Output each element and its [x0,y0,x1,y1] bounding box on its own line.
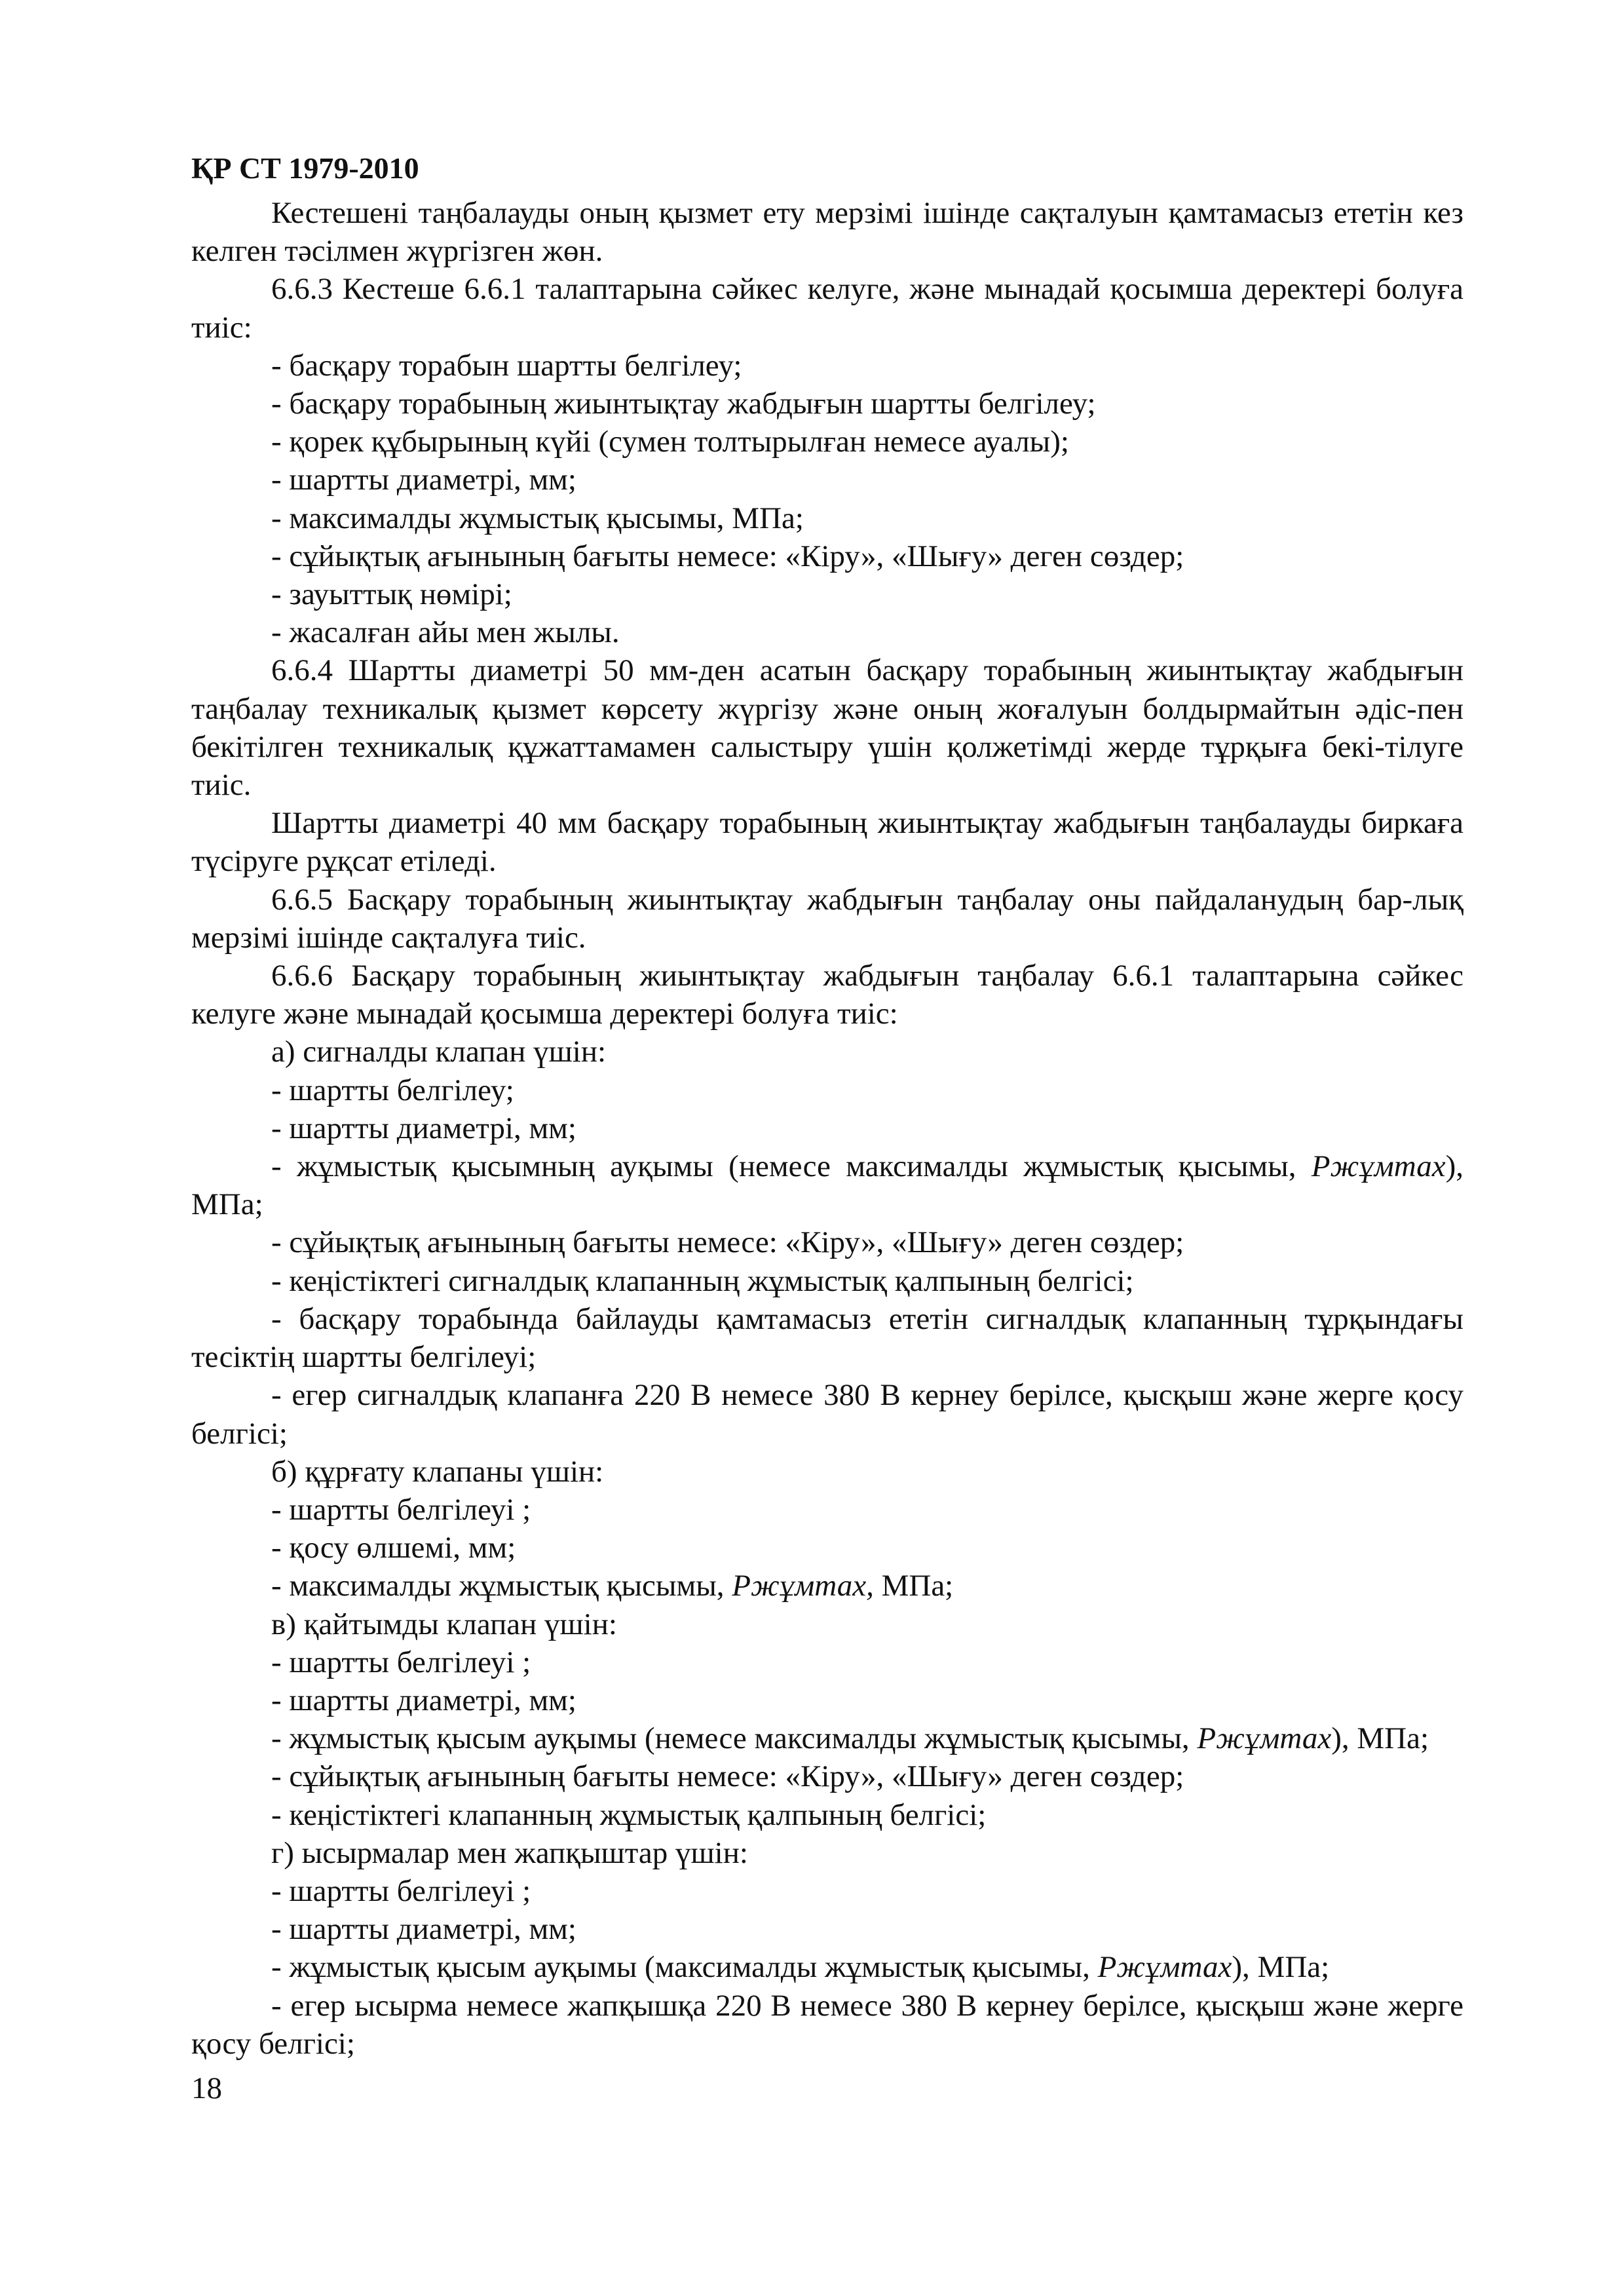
paragraph-6-6-4: 6.6.4 Шартты диаметрі 50 мм-ден асатын басқару торабының жиынтықтау жабдығын таңбалау техникалық қызмет көрсету жүргізу және оның жоғалуын болдырмайтын әдіс-пен бекітілген техникалық құжаттамамен салыстыру үшін қолжетімді жерде тұрқыға бекі-тілуге тиіс. [191,653,1463,803]
list-item: - егер ысырма немесе жапқышқа 220 В немесе 380 В кернеу берілсе, қысқыш және жерге қосу белгісі; [191,1988,1463,2061]
list-item: - басқару торабының жиынтықтау жабдығын шартты белгілеу; [271,387,1096,421]
list-item: - қорек құбырының күйі (сумен толтырылған немесе ауалы); [271,425,1069,459]
list-item: - сұйықтық ағынының бағыты немесе: «Кіру», «Шығу» деген сөздер; [271,1759,1184,1794]
list-item-pressure-range: - жұмыстық қысым ауқымы (немесе максималды жұмыстық қысымы, Ржұмтах), МПа; [271,1721,1429,1756]
list-item-max-pressure: - максималды жұмыстық қысымы, Ржұмтах, МПа; [271,1569,954,1603]
document-header: ҚР СТ 1979-2010 [191,151,419,185]
pressure-symbol: Ржұмтах [1197,1721,1332,1756]
paragraph-tag-note: Шартты диаметрі 40 мм басқару торабының жиынтықтау жабдығын таңбалауды биркаға түсіруге рұқсат етіледі. [191,806,1463,879]
section-v-title: в) қайтымды клапан үшін: [271,1607,617,1641]
pressure-symbol: Ржұмтах [1097,1950,1232,1985]
list-item: - шартты белгілеуі ; [271,1873,531,1908]
list-item: - егер сигналдық клапанға 220 В немесе 380 В кернеу берілсе, қысқыш және жерге қосу белгісі; [191,1378,1463,1451]
list-item: - шартты диаметрі, мм; [271,1912,576,1947]
list-item: - басқару торабында байлауды қамтамасыз ететін сигналдық клапанның тұрқындағы тесіктің шартты белгілеуі; [191,1301,1463,1375]
list-item: - шартты белгілеуі ; [271,1492,531,1527]
list-item: - шартты диаметрі, мм; [271,1111,576,1145]
list-item: - шартты белгілеуі ; [271,1645,531,1679]
section-b-title: б) құрғату клапаны үшін: [271,1454,604,1489]
section-g-title: г) ысырмалар мен жапқыштар үшін: [271,1835,748,1870]
list-item-pressure-range: - жұмыстық қысымның ауқымы (немесе максималды жұмыстық қысымы, Ржұмтах), МПа; [191,1149,1463,1222]
document-body [191,194,1463,2063]
list-item: - шартты белгілеу; [271,1073,514,1107]
list-item: - басқару торабын шартты белгілеу; [271,348,742,383]
paragraph-6-6-5: 6.6.5 Басқару торабының жиынтықтау жабдығын таңбалау оны пайдаланудың бар-лық мерзімі ішінде сақталуға тиіс. [191,882,1463,955]
list-item: - кеңістіктегі сигналдық клапанның жұмыстық қалпының белгісі; [271,1263,1134,1298]
list-item: - шартты диаметрі, мм; [271,463,576,497]
list-item: - сұйықтық ағынының бағыты немесе: «Кіру», «Шығу» деген сөздер; [271,1225,1184,1260]
list-item: - жасалған айы мен жылы. [271,615,620,650]
pressure-symbol: Ржұмтах [1311,1149,1446,1184]
paragraph-intro: Кестешені таңбалауды оның қызмет ету мерзімі ішінде сақталуын қамтамасыз ететін кез келген тәсілмен жүргізген жөн. [191,196,1463,269]
list-item: - зауыттық нөмірі; [271,577,512,612]
list-item: - кеңістіктегі клапанның жұмыстық қалпының белгісі; [271,1797,987,1832]
page-number: 18 [191,2071,222,2105]
list-item: - сұйықтық ағынының бағыты немесе: «Кіру», «Шығу» деген сөздер; [271,539,1184,573]
section-a-title: а) сигналды клапан үшін: [271,1035,607,1069]
list-item-pressure-range: - жұмыстық қысым ауқымы (максималды жұмыстық қысымы, Ржұмтах), МПа; [271,1950,1330,1985]
paragraph-6-6-6: 6.6.6 Басқару торабының жиынтықтау жабдығын таңбалау 6.6.1 талаптарына сәйкес келуге және мынадай қосымша деректері болуға тиіс: [191,959,1463,1031]
pressure-symbol: Ржұмтах, [732,1569,874,1603]
list-item: - максималды жұмыстық қысымы, МПа; [271,501,804,535]
list-item: - шартты диаметрі, мм; [271,1683,576,1717]
paragraph-6-6-3: 6.6.3 Кестеше 6.6.1 талаптарына сәйкес келуге, және мынадай қосымша деректері болуға тиіс: [191,272,1463,345]
list-item: - қосу өлшемі, мм; [271,1531,516,1565]
